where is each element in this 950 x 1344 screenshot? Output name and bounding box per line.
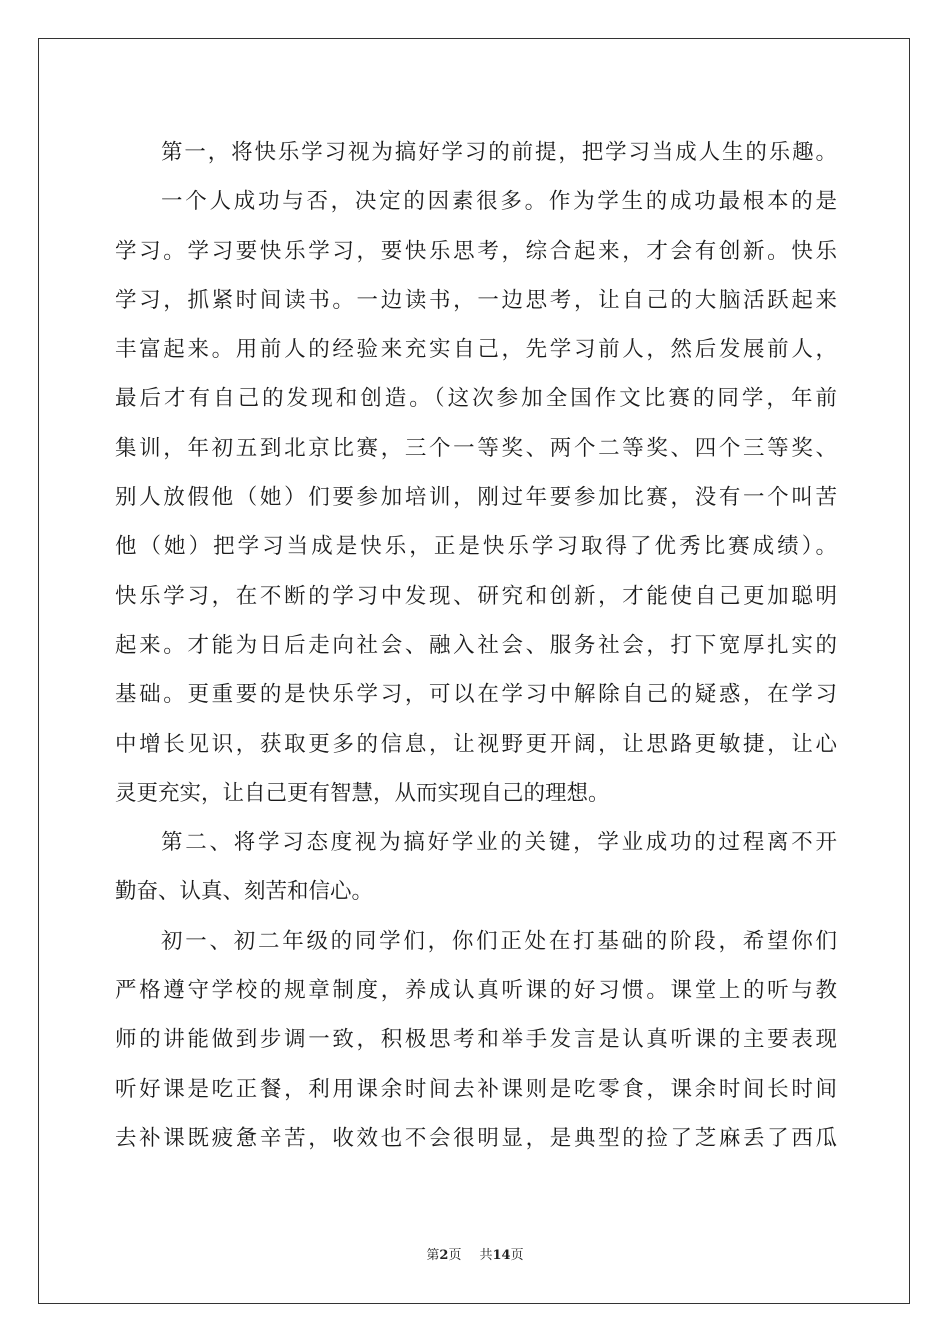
paragraph-line: 起来。才能为日后走向社会、融入社会、服务社会，打下宽厚扎实的	[115, 632, 837, 658]
paragraph-line: 快乐学习，在不断的学习中发现、研究和创新，才能使自己更加聪明	[115, 583, 837, 609]
page-footer	[0, 1246, 950, 1266]
paragraph-line: 严格遵守学校的规章制度，养成认真听课的好习惯。课堂上的听与教	[115, 978, 837, 1004]
page-prefix: 第	[426, 1248, 440, 1263]
page-number: 2	[439, 1248, 449, 1263]
paragraph-line: 去补课既疲惫辛苦，收效也不会很明显，是典型的捡了芝麻丢了西瓜	[115, 1125, 837, 1151]
paragraph-line: 学习，抓紧时间读书。一边读书，一边思考，让自己的大脑活跃起来	[115, 287, 837, 313]
paragraph-line: 第一，将快乐学习视为搞好学习的前提，把学习当成人生的乐趣。	[161, 140, 837, 165]
paragraph-line: 勤奋、认真、刻苦和信心。	[115, 879, 374, 905]
total-pages: 14	[492, 1248, 511, 1263]
paragraph-line: 初一、初二年级的同学们，你们正处在打基础的阶段，希望你们	[161, 928, 837, 954]
page-suffix: 页	[448, 1248, 462, 1263]
paragraph-line: 别人放假他（她）们要参加培训，刚过年要参加比赛，没有一个叫苦	[115, 485, 837, 511]
paragraph-line: 基础。更重要的是快乐学习，可以在学习中解除自己的疑惑，在学习	[115, 682, 837, 708]
paragraph-line: 师的讲能做到步调一致，积极思考和举手发言是认真听课的主要表现	[115, 1027, 837, 1053]
paragraph-line: 最后才有自己的发现和创造。（这次参加全国作文比赛的同学，年前	[115, 386, 837, 412]
paragraph-line: 丰富起来。用前人的经验来充实自己，先学习前人，然后发展前人，	[115, 337, 837, 363]
paragraph-line: 学习。学习要快乐学习，要快乐思考，综合起来，才会有创新。快乐	[115, 238, 837, 264]
paragraph-line: 他（她）把学习当成是快乐，正是快乐学习取得了优秀比赛成绩）。	[115, 534, 837, 560]
total-suffix: 页	[510, 1248, 524, 1263]
paragraph-line: 集训，年初五到北京比赛，三个一等奖、两个二等奖、四个三等奖、	[115, 435, 837, 461]
paragraph-line: 听好课是吃正餐，利用课余时间去补课则是吃零食，课余时间长时间	[115, 1076, 837, 1102]
paragraph-line: 一个人成功与否，决定的因素很多。作为学生的成功最根本的是	[161, 189, 837, 215]
paragraph-line: 第二、将学习态度视为搞好学业的关键，学业成功的过程离不开	[161, 830, 837, 856]
paragraph-line: 中增长见识，获取更多的信息，让视野更开阔，让思路更敏捷，让心	[115, 731, 837, 757]
paragraph-line: 灵更充实，让自己更有智慧，从而实现自己的理想。	[115, 780, 610, 806]
total-prefix: 共	[479, 1248, 493, 1263]
document-body	[115, 128, 837, 1163]
